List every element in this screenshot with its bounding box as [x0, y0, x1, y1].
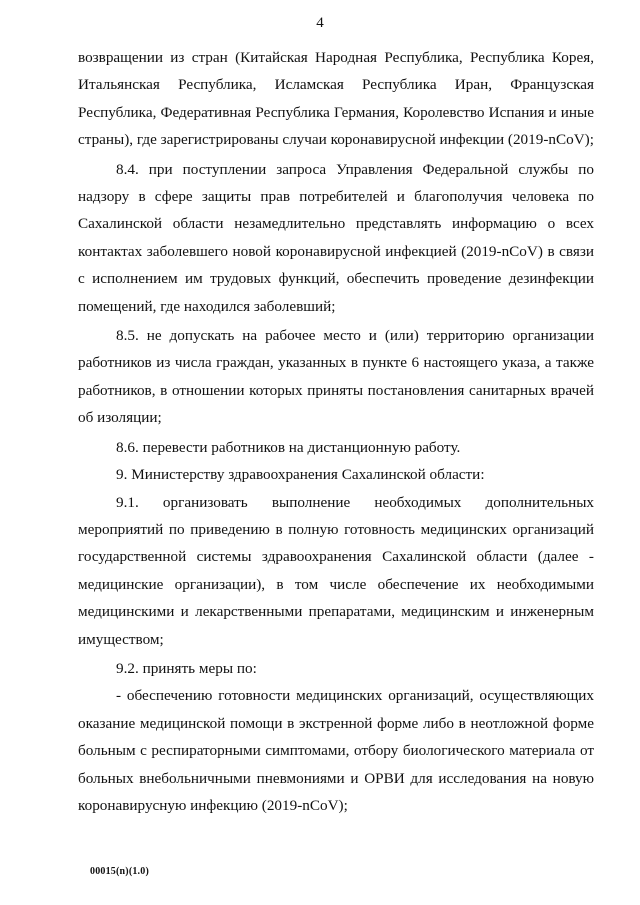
- document-body: [78, 44, 594, 819]
- paragraph-9-2: 9.2. принять меры по:: [116, 659, 257, 677]
- paragraph-8-4: 8.4. при поступлении запроса Управления Федеральной службы по надзору в сфере защиты прав потребителей и благополучия человека по Сахалинской области незамедлительно представлять информацию о всех контактах заболевшего новой коронавирусной инфекцией (2019-nCoV) в связи с исполнением им трудовых функций, обеспечить проведение дезинфекции помещений, где находился заболевший;: [78, 160, 594, 315]
- paragraph-8-6: 8.6. перевести работников на дистанционную работу.: [116, 438, 461, 456]
- page-number: 4: [316, 15, 324, 31]
- document-footer-code: 00015(n)(1.0): [90, 866, 149, 877]
- paragraph-9-1: 9.1. организовать выполнение необходимых дополнительных мероприятий по приведению в полную готовность медицинских организаций государственной системы здравоохранения Сахалинской области (далее - медицинские организации), в том числе обеспечение их необходимыми медицинскими и лекарственными препаратами, медицинским и инженерным имуществом;: [78, 493, 594, 648]
- paragraph-continuation: возвращении из стран (Китайская Народная Республика, Республика Корея, Итальянская Республика, Исламская Республика Иран, Французская Республика, Федеративная Республика Германия, Королевство Испания и иные страны), где зарегистрированы случаи коронавирусной инфекции (2019-nCoV);: [78, 49, 594, 149]
- paragraph-9: 9. Министерству здравоохранения Сахалинской области:: [116, 466, 485, 484]
- paragraph-9-2-item: - обеспечению готовности медицинских организаций, осуществляющих оказание медицинской помощи в экстренной форме либо в неотложной форме больным с респираторными симптомами, отбору биологического материала от больных внебольничными пневмониями и ОРВИ для исследования на новую коронавирусную инфекцию (2019-nCoV);: [78, 687, 594, 814]
- paragraph-8-5: 8.5. не допускать на рабочее место и (или) территорию организации работников из числа граждан, указанных в пункте 6 настоящего указа, а также работников, в отношении которых приняты постановления санитарных врачей об изоляции;: [78, 327, 594, 427]
